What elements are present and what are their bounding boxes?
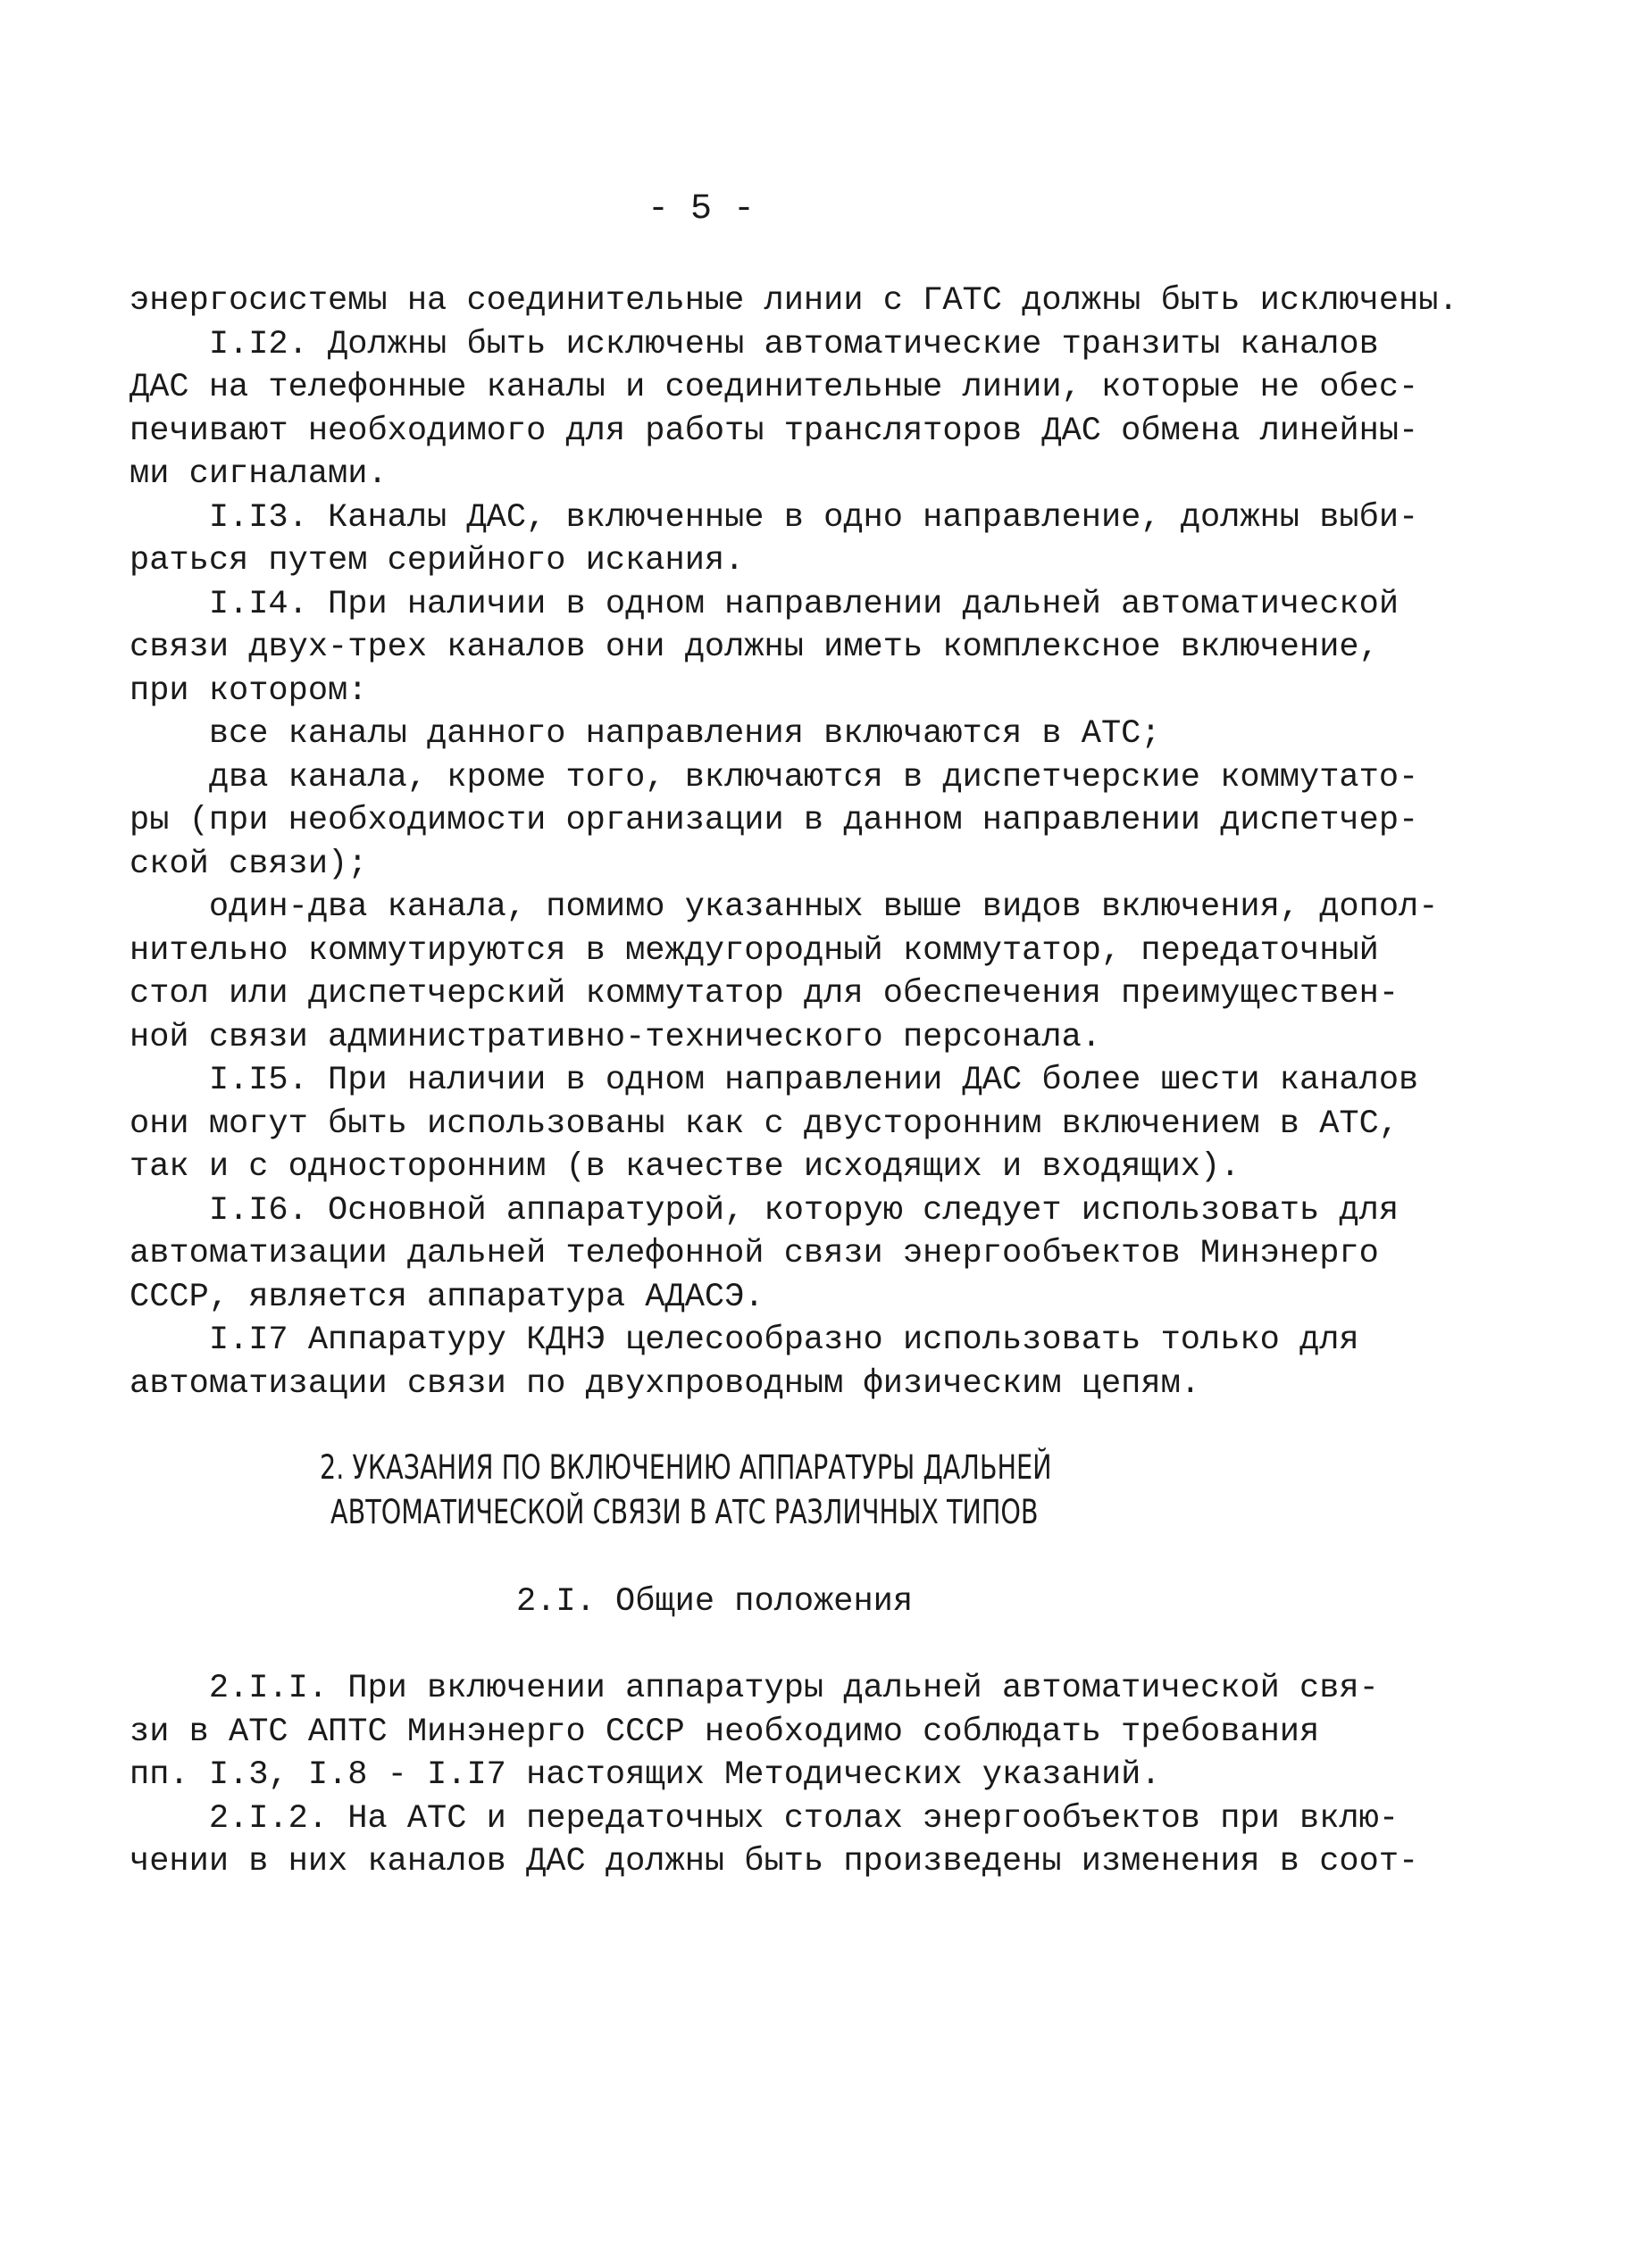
text-line: два канала, кроме того, включаются в диспетчерские коммутато- bbox=[130, 759, 1419, 796]
text-line: ры (при необходимости организации в данном направлении диспетчер- bbox=[130, 802, 1419, 839]
text-line: связи двух-трех каналов они должны иметь комплексное включение, bbox=[130, 629, 1379, 666]
text-line: I.I2. Должны быть исключены автоматические транзиты каналов bbox=[130, 326, 1379, 363]
text-line: ной связи административно-технического персонала. bbox=[130, 1019, 1101, 1056]
text-line: зи в АТС АПТС Минэнерго СССР необходимо соблюдать требования bbox=[130, 1714, 1320, 1751]
text-line: 2.I.2. На АТС и передаточных столах энергообъектов при вклю- bbox=[130, 1800, 1400, 1838]
text-line: I.I4. При наличии в одном направлении дальней автоматической bbox=[130, 586, 1400, 623]
text-line: раться путем серийного искания. bbox=[130, 542, 745, 580]
text-line: все каналы данного направления включаются в АТС; bbox=[130, 715, 1161, 753]
text-line: энергосистемы на соединительные линии с ГАТС должны быть исключены. bbox=[130, 282, 1458, 320]
subsection-heading: 2.I. Общие положения bbox=[516, 1583, 914, 1621]
text-line: I.I3. Каналы ДАС, включенные в одно направление, должны выби- bbox=[130, 499, 1419, 537]
text-line: чении в них каналов ДАС должны быть произведены изменения в соот- bbox=[130, 1843, 1419, 1880]
text-line: один-два канала, помимо указанных выше видов включения, допол- bbox=[130, 888, 1439, 926]
page-number: - 5 - bbox=[648, 189, 756, 229]
text-line: ми сигналами. bbox=[130, 455, 388, 493]
text-line: I.I7 Аппаратуру КДНЭ целесообразно использовать только для bbox=[130, 1322, 1359, 1359]
text-line: пп. I.3, I.8 - I.I7 настоящих Методических указаний. bbox=[130, 1756, 1161, 1794]
text-line: I.I6. Основной аппаратурой, которую следует использовать для bbox=[130, 1192, 1400, 1230]
text-line: 2.I.I. При включении аппаратуры дальней автоматической свя- bbox=[130, 1670, 1379, 1707]
text-line: печивают необходимого для работы трансляторов ДАС обмена линейны- bbox=[130, 413, 1419, 450]
section-heading-line: 2. УКАЗАНИЯ ПО ВКЛЮЧЕНИЮ АППАРАТУРЫ ДАЛЬНЕЙ bbox=[320, 1448, 1052, 1487]
text-line: при котором: bbox=[130, 672, 368, 710]
text-line: ской связи); bbox=[130, 846, 368, 883]
text-line: нительно коммутируются в междугородный коммутатор, передаточный bbox=[130, 932, 1379, 970]
text-line: I.I5. При наличии в одном направлении ДАС более шести каналов bbox=[130, 1062, 1419, 1099]
text-line: так и с односторонним (в качестве исходящих и входящих). bbox=[130, 1148, 1241, 1186]
text-line: стол или диспетчерский коммутатор для обеспечения преимуществен- bbox=[130, 975, 1400, 1013]
section-heading-line: АВТОМАТИЧЕСКОЙ СВЯЗИ В АТС РАЗЛИЧНЫХ ТИПОВ bbox=[330, 1493, 1039, 1531]
text-line: автоматизации связи по двухпроводным физическим цепям. bbox=[130, 1365, 1200, 1403]
text-line: ДАС на телефонные каналы и соединительные линии, которые не обес- bbox=[130, 369, 1419, 406]
text-line: они могут быть использованы как с двусторонним включением в АТС, bbox=[130, 1105, 1400, 1143]
text-line: автоматизации дальней телефонной связи энергообъектов Минэнерго bbox=[130, 1235, 1379, 1272]
text-line: СССР, является аппаратура АДАСЭ. bbox=[130, 1279, 765, 1316]
